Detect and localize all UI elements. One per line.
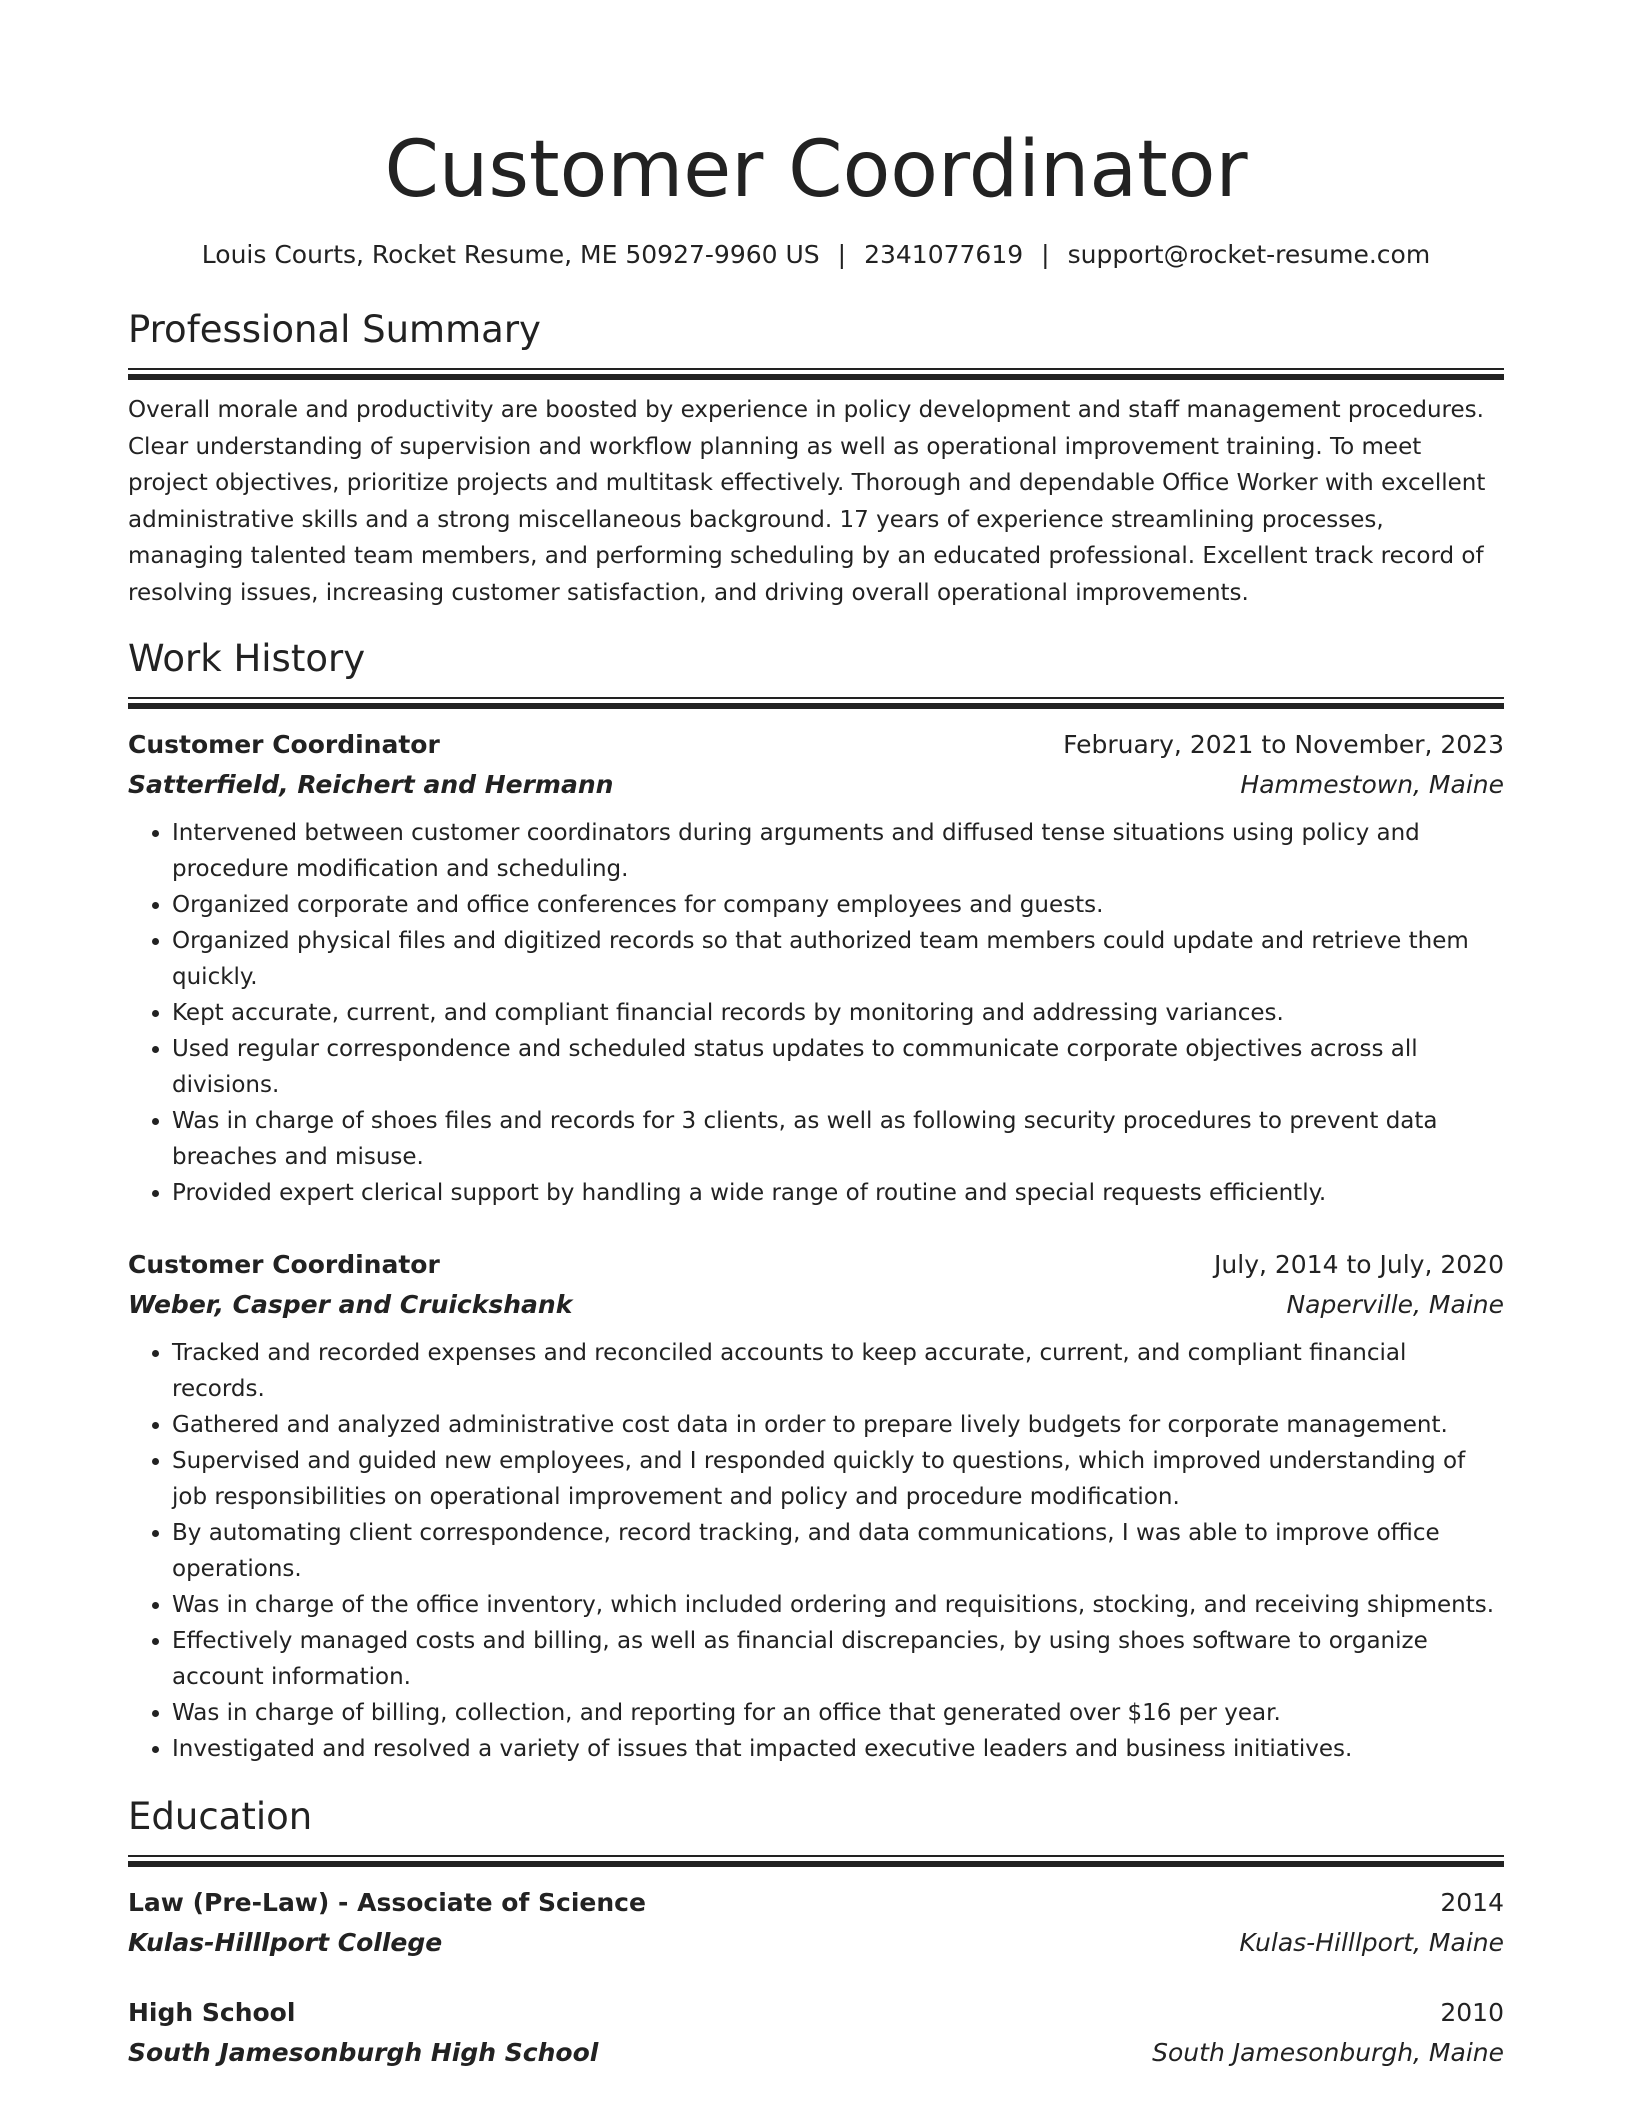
job-company-row [128, 1285, 1504, 1325]
section-divider [128, 697, 1504, 709]
contact-email: support@rocket-resume.com [1067, 240, 1431, 269]
job-header-row [128, 1245, 1504, 1285]
job-bullets [128, 1335, 1504, 1767]
job-dates: July, 2014 to July, 2020 [1214, 1250, 1504, 1279]
job-bullet: • Organized physical files and digitized records so that authorized team members could update and retrieve them quickly. [172, 923, 1504, 995]
education-school: South Jamesonburgh High School [128, 2038, 599, 2067]
job-entry [128, 1245, 1504, 1767]
job-bullet: • Kept accurate, current, and compliant financial records by monitoring and addressing variances. [172, 995, 1504, 1031]
education-year: 2014 [1440, 1888, 1504, 1917]
job-bullet: • Tracked and recorded expenses and reconciled accounts to keep accurate, current, and compliant financial records. [172, 1335, 1504, 1407]
education-entry [128, 1993, 1504, 2073]
job-location: Naperville, Maine [1286, 1290, 1504, 1319]
job-dates: February, 2021 to November, 2023 [1063, 730, 1504, 759]
education-section [128, 1793, 1504, 2073]
work-history-section [128, 635, 1504, 1767]
education-school-row [128, 1923, 1504, 1963]
contact-phone: 2341077619 [864, 240, 1024, 269]
work-history-heading: Work History [128, 637, 366, 680]
education-location: South Jamesonburgh, Maine [1152, 2038, 1504, 2067]
job-bullet: • Provided expert clerical support by handling a wide range of routine and special requests efficiently. [172, 1175, 1504, 1211]
education-entry [128, 1883, 1504, 1963]
summary-section [128, 306, 1504, 611]
contact-line [128, 238, 1504, 272]
job-company: Weber, Casper and Cruickshank [128, 1290, 573, 1319]
resume-title: Customer Coordinator [384, 125, 1248, 215]
job-bullet: • Intervened between customer coordinators during arguments and diffused tense situations using policy and procedure modification and scheduling. [172, 815, 1504, 887]
job-bullet: • Supervised and guided new employees, and I responded quickly to questions, which improved understanding of job responsibilities on operational improvement and policy and procedure modification. [172, 1443, 1504, 1515]
job-bullet: • Was in charge of shoes files and records for 3 clients, as well as following security procedures to prevent data breaches and misuse. [172, 1103, 1504, 1175]
job-role: Customer Coordinator [128, 730, 440, 759]
education-degree: Law (Pre-Law) - Associate of Science [128, 1888, 646, 1917]
contact-separator: | [1041, 240, 1050, 269]
job-bullet: • Was in charge of the office inventory, which included ordering and requisitions, stocking, and receiving shipments. [172, 1587, 1504, 1623]
education-school-row [128, 2033, 1504, 2073]
job-bullet: • Used regular correspondence and scheduled status updates to communicate corporate objectives across all divisions. [172, 1031, 1504, 1103]
education-school: Kulas-Hilllport College [128, 1928, 443, 1957]
education-header-row [128, 1883, 1504, 1923]
section-divider [128, 1855, 1504, 1867]
resume-page [128, 118, 1504, 2073]
education-degree: High School [128, 1998, 296, 2027]
job-bullets [128, 815, 1504, 1211]
job-bullet: • Effectively managed costs and billing, as well as financial discrepancies, by using shoes software to organize account information. [172, 1623, 1504, 1695]
job-bullet: • Organized corporate and office conferences for company employees and guests. [172, 887, 1504, 923]
job-bullet: • Investigated and resolved a variety of issues that impacted executive leaders and business initiatives. [172, 1731, 1504, 1767]
job-company: Satterfield, Reichert and Hermann [128, 770, 614, 799]
job-company-row [128, 765, 1504, 805]
education-header-row [128, 1993, 1504, 2033]
job-role: Customer Coordinator [128, 1250, 440, 1279]
section-divider [128, 368, 1504, 380]
job-location: Hammestown, Maine [1240, 770, 1504, 799]
job-bullet: • Gathered and analyzed administrative cost data in order to prepare lively budgets for corporate management. [172, 1407, 1504, 1443]
education-location: Kulas-Hilllport, Maine [1239, 1928, 1504, 1957]
education-heading: Education [128, 1795, 313, 1838]
contact-address: Louis Courts, Rocket Resume, ME 50927-9960 US [201, 240, 820, 269]
contact-separator: | [837, 240, 847, 269]
job-bullet: • Was in charge of billing, collection, and reporting for an office that generated over $16 per year. [172, 1695, 1504, 1731]
summary-heading: Professional Summary [128, 308, 541, 351]
education-year: 2010 [1440, 1998, 1504, 2027]
job-bullet: • By automating client correspondence, record tracking, and data communications, I was able to improve office operations. [172, 1515, 1504, 1587]
job-header-row [128, 725, 1504, 765]
job-entry [128, 725, 1504, 1211]
summary-text: Overall morale and productivity are boosted by experience in policy development and staff management procedures. Clear understanding of supervision and workflow planning as well as operational improvement training. To meet project objectives, prioritize projects and multitask effectively. Thorough and dependable Office Worker with excellent administrative skills and a strong miscellaneous background. 17 years of experience streamlining processes, managing talented team members, and performing scheduling by an educated professional. Excellent track record of resolving issues, increasing customer satisfaction, and driving overall operational improvements. [128, 397, 1486, 606]
